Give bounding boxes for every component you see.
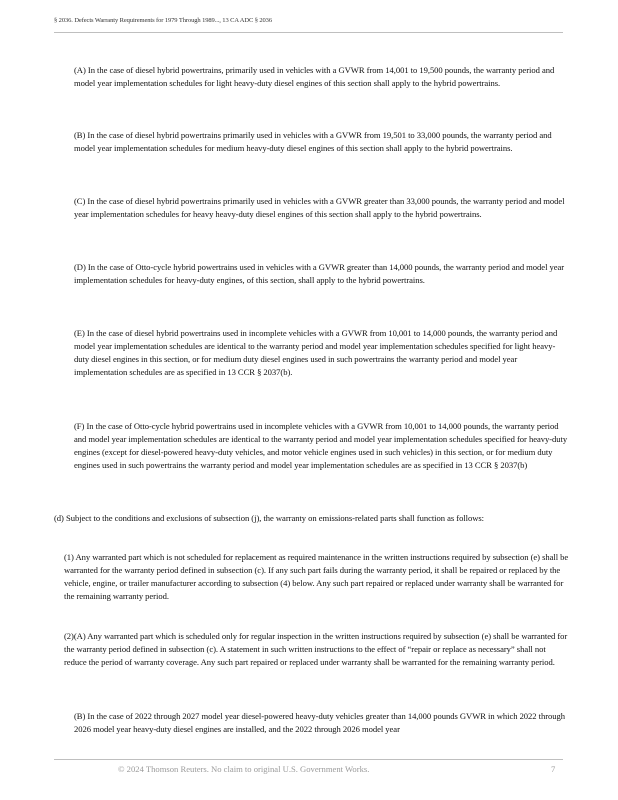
page-header-citation: § 2036. Defects Warranty Requirements for 1979 Through 1989..., 13 CA ADC § 2036 <box>54 17 272 24</box>
paragraph-c-B: (B) In the case of diesel hybrid powertrains primarily used in vehicles with a GVWR from 19,501 to 33,000 pounds, the warranty period and model year implementation schedules for medium heavy-duty diesel engines of this section shall apply to the hybrid powertrains. <box>74 130 552 153</box>
paragraph-d: (d) Subject to the conditions and exclusions of subsection (j), the warranty on emissions-related parts shall function as follows: <box>54 513 485 523</box>
paragraph-d-2-B: (B) In the case of 2022 through 2027 model year diesel-powered heavy-duty vehicles greater than 14,000 pounds GVWR in which 2022 through 2026 model year heavy-duty diesel engines are installed, and the 2022 through 2026 model year <box>74 711 566 734</box>
paragraph-d-2-A: (2)(A) Any warranted part which is scheduled only for regular inspection in the written instructions required by subsection (e) shall be warranted for the warranty period defined in subsection (c). A statement in such written instructions to the effect of “repair or replace as necessary” shall not reduce the period of warranty coverage. Any such part repaired or replaced under warranty shall be warranted for the remaining warranty period. <box>64 631 568 667</box>
header-divider <box>54 32 563 33</box>
paragraph-d-1: (1) Any warranted part which is not scheduled for replacement as required maintenance in the written instructions required by subsection (e) shall be warranted for the warranty period defined in subsection (c). If any such part fails during the warranty period, it shall be repaired or replaced by the vehicle, engine, or trailer manufacturer according to subsection (4) below. Any such part repaired or replaced under warranty shall be warranted for the remaining warranty period. <box>64 552 569 601</box>
footer-divider <box>54 759 563 760</box>
paragraph-c-F: (F) In the case of Otto-cycle hybrid powertrains used in incomplete vehicles with a GVWR from 10,001 to 14,000 pounds, the warranty period and model year implementation schedules are identical to the warranty period and model year implementation schedules specified for heavy-duty engines (except for diesel-powered heavy-duty vehicles, and motor vehicle engines used in such vehicles) in this section, or for medium duty engines used in such powertrains the warranty period and model year implementation schedules are as specified in 13 CCR § 2037(b) <box>74 421 568 470</box>
paragraph-c-D: (D) In the case of Otto-cycle hybrid powertrains used in vehicles with a GVWR greater than 14,000 pounds, the warranty period and model year implementation schedules for heavy-duty engines, of this section, shall apply to the hybrid powertrains. <box>74 262 565 285</box>
paragraph-c-E: (E) In the case of diesel hybrid powertrains used in incomplete vehicles with a GVWR from 10,001 to 14,000 pounds, the warranty period and model year implementation schedules are identical to the warranty period and model year implementation schedules specified for light heavy-duty diesel engines in this section, or for medium duty diesel engines used in such powertrains the warranty period and model year implementation schedules are as specified in 13 CCR § 2037(b). <box>74 328 558 377</box>
page-number: 7 <box>551 764 556 774</box>
footer-copyright: © 2024 Thomson Reuters. No claim to original U.S. Government Works. <box>118 764 370 774</box>
paragraph-c-C: (C) In the case of diesel hybrid powertrains primarily used in vehicles with a GVWR greater than 33,000 pounds, the warranty period and model year implementation schedules for heavy heavy-duty diesel engines of this section shall apply to the hybrid powertrains. <box>74 196 565 219</box>
paragraph-c-A: (A) In the case of diesel hybrid powertrains, primarily used in vehicles with a GVWR from 14,001 to 19,500 pounds, the warranty period and model year implementation schedules for light heavy-duty diesel engines of this section shall apply to the hybrid powertrains. <box>74 65 555 88</box>
